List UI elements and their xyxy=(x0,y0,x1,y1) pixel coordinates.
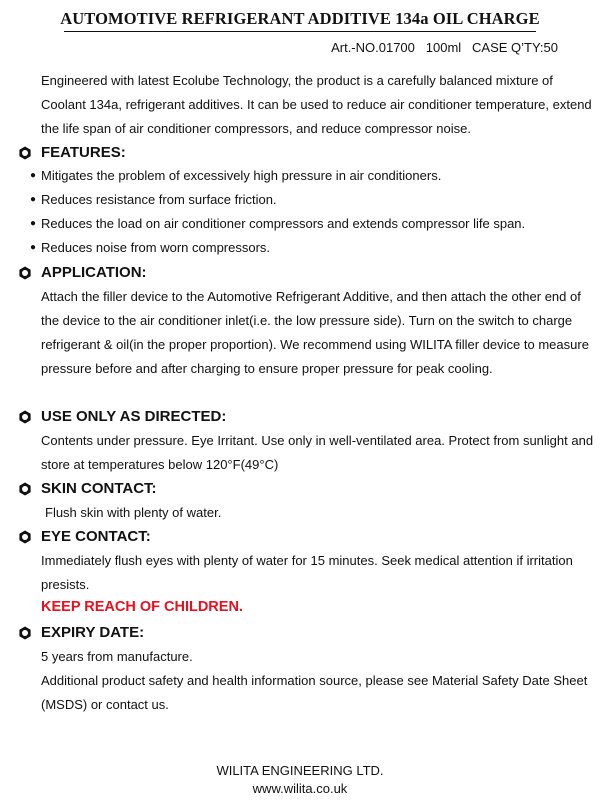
list-item: ● Mitigates the problem of excessively high pressure in air conditioners. xyxy=(24,164,525,188)
expiry-heading xyxy=(18,620,144,644)
eye-contact-text: Immediately flush eyes with plenty of water for 15 minutes. Seek medical attention if irritation presists. xyxy=(41,553,573,592)
list-item: ● Reduces resistance from surface friction. xyxy=(24,188,525,212)
volume: 100ml xyxy=(425,40,462,55)
intro-paragraph: Engineered with latest Ecolube Technology, the product is a carefully balanced mixture of Coolant 134a, refrigerant additives. It can be used to reduce air conditioner temperature, extend the life span of air conditioner compressors, and reduce compressor noise. xyxy=(41,73,592,136)
use-only-text: Contents under pressure. Eye Irritant. Use only in well-ventilated area. Protect from sunlight and store at temperatures below 120°F(49°C) xyxy=(41,433,594,472)
skin-contact-text: Flush skin with plenty of water. xyxy=(45,505,222,520)
bullet-icon: ● xyxy=(30,242,37,253)
expiry-heading-label: EXPIRY DATE: xyxy=(41,623,145,641)
use-only-heading-label: USE ONLY AS DIRECTED: xyxy=(41,407,227,425)
features-list xyxy=(24,164,525,260)
article-number: Art.-NO.01700 xyxy=(331,40,415,55)
gear-icon xyxy=(18,410,32,424)
application-heading xyxy=(18,260,147,284)
gear-icon xyxy=(18,146,32,160)
skin-contact-heading xyxy=(18,476,157,500)
document-title: AUTOMOTIVE REFRIGERANT ADDITIVE 134a OIL CHARGE xyxy=(60,9,540,28)
eye-contact-heading xyxy=(18,524,151,548)
title-underline xyxy=(64,31,536,32)
footer-company: WILITA ENGINEERING LTD. xyxy=(216,763,384,778)
application-heading-label: APPLICATION: xyxy=(41,263,147,281)
bullet-icon: ● xyxy=(30,170,37,181)
eye-contact-heading-label: EYE CONTACT: xyxy=(41,527,151,545)
expiry-text: 5 years from manufacture. xyxy=(41,649,193,664)
article-info xyxy=(331,40,558,55)
use-only-heading xyxy=(18,404,226,428)
gear-icon xyxy=(18,626,32,640)
list-item: ● Reduces noise from worn compressors. xyxy=(24,236,525,260)
child-warning: KEEP REACH OF CHILDREN. xyxy=(41,599,243,615)
case-quantity: CASE Q’TY:50 xyxy=(472,40,558,55)
bullet-icon: ● xyxy=(30,194,37,205)
features-heading-label: FEATURES: xyxy=(41,143,126,161)
bullet-icon: ● xyxy=(30,218,37,229)
list-item: ● Reduces the load on air conditioner compressors and extends compressor life span. xyxy=(24,212,525,236)
gear-icon xyxy=(18,266,32,280)
gear-icon xyxy=(18,482,32,496)
footer-website: www.wilita.co.uk xyxy=(252,781,348,796)
gear-icon xyxy=(18,530,32,544)
application-text: Attach the filler device to the Automotive Refrigerant Additive, and then attach the other end of the device to the air conditioner inlet(i.e. the low pressure side). Turn on the switch to charge refrigerant & oil(in the proper proportion). We recommend using WILITA filler device to measure pressure before and after charging to ensure proper pressure for peak cooling. xyxy=(41,289,589,376)
skin-contact-heading-label: SKIN CONTACT: xyxy=(41,479,157,497)
features-heading xyxy=(18,140,126,164)
additional-info-text: Additional product safety and health information source, please see Material Safety Date Sheet (MSDS) or contact us. xyxy=(41,673,588,712)
